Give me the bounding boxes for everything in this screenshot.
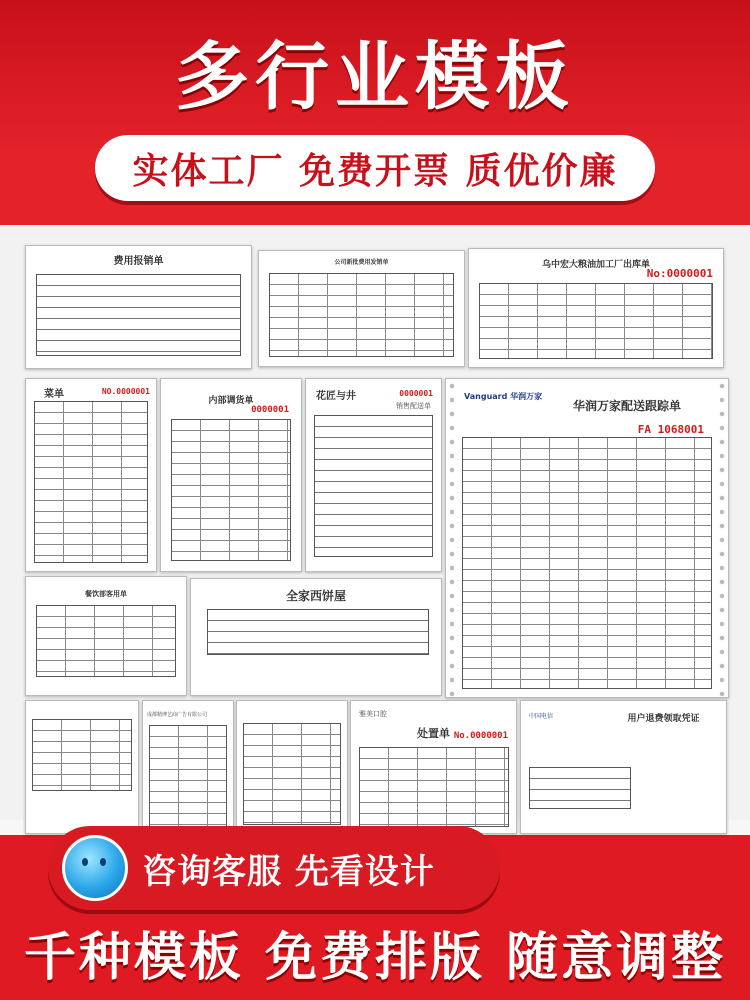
- form-grid: [34, 401, 148, 563]
- form-grid: [171, 419, 291, 561]
- form-internal-transfer: [160, 378, 302, 572]
- headline: 多行业模板: [175, 34, 575, 120]
- tractor-holes-left: [448, 379, 456, 697]
- form-title: 成都精博艺商广告有限公司: [147, 712, 208, 718]
- form-delivery-tracking: [445, 378, 729, 698]
- tagline-text: 实体工厂 免费开票 质优价廉: [132, 150, 618, 192]
- form-title: 餐饮部客用单: [85, 590, 127, 598]
- form-title: 处置单: [417, 727, 450, 740]
- form-title: 用户退费领取凭证: [627, 714, 700, 724]
- form-number: No:0000001: [646, 267, 713, 280]
- tractor-holes-right: [718, 379, 726, 697]
- form-bakery: [190, 578, 442, 696]
- form-number: NO.0000001: [101, 387, 150, 396]
- tagline-banner: [95, 135, 655, 201]
- consult-button[interactable]: [48, 826, 500, 910]
- form-title: 公司新批费用发销单: [334, 259, 389, 266]
- form-number: No.0000001: [453, 731, 508, 741]
- form-brand: Vanguard 华润万家: [464, 392, 543, 401]
- form-title: 费用报销单: [113, 256, 164, 267]
- form-grid: [243, 723, 341, 825]
- form-title: 菜单: [44, 389, 64, 400]
- form-menu: [25, 378, 157, 572]
- form-grid: [149, 725, 227, 827]
- chat-mascot-icon: [62, 835, 128, 901]
- form-grid: [359, 747, 509, 827]
- form-title: 内部调货单: [208, 396, 254, 406]
- bottom-banner: 千种模板 免费排版 随意调整: [23, 928, 727, 988]
- form-dental-treatment: [350, 700, 517, 834]
- form-number: 0000001: [251, 405, 289, 415]
- form-grid: [314, 415, 433, 557]
- form-flower-delivery: [305, 378, 442, 572]
- form-shop-slip: [236, 700, 348, 834]
- form-grid: [36, 605, 176, 677]
- form-title: 销售配送单: [396, 402, 431, 410]
- form-expense-report: [25, 245, 252, 369]
- form-outbound-sheet: [468, 248, 724, 368]
- form-brand: 雅美口腔: [359, 710, 387, 718]
- form-grid: [529, 767, 631, 809]
- form-grid: [32, 719, 132, 791]
- form-grid: [479, 283, 713, 359]
- form-title: 华润万家配送跟踪单: [572, 399, 681, 413]
- form-brand: 中国电信: [529, 713, 554, 720]
- form-grid: [207, 609, 429, 655]
- form-sales-slip: [258, 250, 465, 367]
- form-grid: [269, 273, 454, 357]
- form-number: FA 1068001: [637, 423, 704, 436]
- form-number: 0000001: [399, 389, 433, 398]
- form-maintenance: [25, 700, 139, 834]
- form-title: 乌中宏大粮油加工厂出库单: [541, 260, 650, 270]
- form-grid: [36, 274, 241, 356]
- form-brand: 花匠与井: [316, 391, 356, 402]
- form-ad-company: [142, 700, 234, 834]
- consult-label: 咨询客服 先看设计: [142, 851, 435, 892]
- form-grid: [462, 437, 712, 689]
- form-title: 全家西饼屋: [285, 589, 346, 603]
- form-refund-voucher: [520, 700, 727, 834]
- form-restaurant-order: [25, 576, 187, 696]
